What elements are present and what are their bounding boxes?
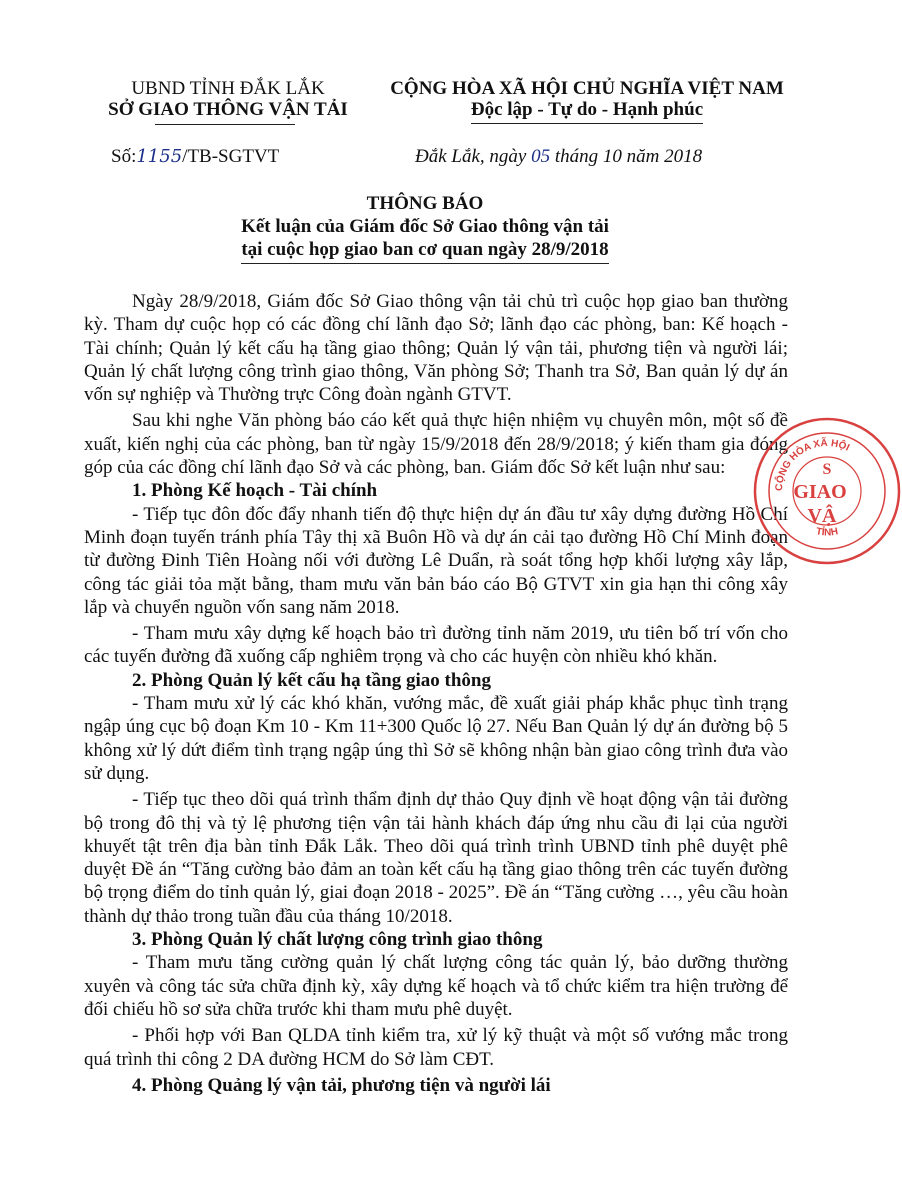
paragraph-item: - Phối hợp với Ban QLDA tỉnh kiểm tra, xử lý kỹ thuật và một số vướng mắc trong quá trình thi công 2 DA đường HCM do Sở làm CĐT. — [84, 1025, 788, 1070]
document-date — [415, 146, 702, 168]
date-day: 05 — [531, 146, 551, 167]
section-heading-2: 2. Phòng Quản lý kết cấu hạ tầng giao thông — [132, 669, 491, 691]
stamp-center-line-2: GIAO — [793, 481, 847, 503]
document-number-suffix: /TB-SGTVT — [182, 146, 280, 167]
title-line-1: THÔNG BÁO — [366, 193, 484, 214]
title-line-2: Kết luận của Giám đốc Sở Giao thông vận tải — [241, 216, 609, 237]
date-suffix: tháng 10 năm 2018 — [550, 146, 703, 167]
paragraph-intro: Ngày 28/9/2018, Giám đốc Sở Giao thông vận tải chủ trì cuộc họp giao ban thường kỳ. Tham dự cuộc họp có các đồng chí lãnh đạo Sở; lãnh đạo các phòng, ban: Kế hoạch - Tài chính; Quản lý kết cấu hạ tầng giao thông; Quản lý vận tải, phương tiện và người lái; Quản lý chất lượng công trình giao thông, Văn phòng Sở; Thanh tra Sở, Ban quản lý dự án vốn sự nghiệp và Thường trực Công đoàn ngành GTVT. — [84, 291, 788, 406]
paragraph-item: - Tham mưu tăng cường quản lý chất lượng công tác quản lý, bảo dưỡng thường xuyên và công tác sửa chữa định kỳ, xây dựng kế hoạch và tổ chức kiểm tra hiện trường để đối chiếu hồ sơ sửa chữa trước khi tham mưu phê duyệt. — [84, 952, 788, 1020]
paragraph-item: - Tham mưu xây dựng kế hoạch bảo trì đường tỉnh năm 2019, ưu tiên bố trí vốn cho các tuyến đường đã xuống cấp nghiêm trọng và cho các huyện còn nhiều khó khăn. — [84, 623, 788, 668]
nation-line-2: Độc lập - Tự do - Hạnh phúc — [471, 99, 703, 124]
document-number-prefix: Số: — [111, 146, 137, 167]
paragraph-item: - Tham mưu xử lý các khó khăn, vướng mắc, đề xuất giải pháp khắc phục tình trạng ngập úng cục bộ đoạn Km 10 - Km 11+300 Quốc lộ 27. Nếu Ban Quản lý dự án đường bộ 5 không xử lý dứt điểm tình trạng ngập úng thì Sở sẽ không nhận bàn giao công trình đưa vào sử dụng. — [84, 693, 788, 784]
document-number-value: 1155 — [136, 146, 183, 167]
org-underline — [155, 124, 295, 125]
national-motto — [352, 78, 822, 124]
stamp-center-line-3: VẬ — [807, 505, 837, 527]
document-title — [0, 192, 850, 264]
stamp-ring-text: CỘNG HÒA XÃ HỘI — [773, 437, 852, 492]
stamp-bottom-text: TỈNH — [814, 526, 840, 539]
document-number — [111, 146, 279, 168]
title-line-3: tại cuộc họp giao ban cơ quan ngày 28/9/2018 — [241, 238, 608, 264]
document-body — [84, 290, 788, 1097]
paragraph-item: - Tiếp tục đôn đốc đẩy nhanh tiến độ thực hiện dự án đầu tư xây dựng đường Hồ Chí Minh đoạn tuyến tránh phía Tây thị xã Buôn Hồ và dự án cải tạo đường Hồ Chí Minh đoạn từ đường Đinh Tiên Hoàng nối với đường Lê Duẩn, rà soát tổng hợp khối lượng xây lắp, công tác giải tỏa mặt bằng, tham mưu văn bản báo cáo Bộ GTVT xin gia hạn thi công xây lắp và chuyển nguồn vốn sang năm 2018. — [84, 503, 788, 618]
svg-text:TỈNH — [815, 525, 839, 538]
org-line-1: UBND TỈNH ĐẮK LẮK — [131, 78, 325, 99]
nation-line-1: CỘNG HÒA XÃ HỘI CHỦ NGHĨA VIỆT NAM — [390, 78, 784, 99]
section-heading-4: 4. Phòng Quảng lý vận tải, phương tiện và người lái — [132, 1074, 551, 1096]
org-line-2: SỞ GIAO THÔNG VẬN TẢI — [108, 99, 348, 120]
date-prefix: Đắk Lắk, ngày — [415, 146, 532, 167]
section-heading-3: 3. Phòng Quản lý chất lượng công trình giao thông — [132, 929, 543, 951]
official-seal-stamp — [752, 416, 902, 566]
paragraph-item: - Tiếp tục theo dõi quá trình thẩm định dự thảo Quy định về hoạt động vận tải đường bộ trong đô thị và tỷ lệ phương tiện vận tải hành khách đáp ứng nhu cầu đi lại của người khuyết tật trên địa bàn tỉnh Đắk Lắk. Theo dõi quá trình trình UBND tỉnh phê duyệt phê duyệt Đề án “Tăng cường bảo đảm an toàn kết cấu hạ tầng giao thông trên các tuyến đường bộ trọng điểm do tỉnh quản lý, giai đoạn 2018 - 2025”. Đề án “Tăng cường …, yêu cầu hoàn thành dự thảo trong tuần đầu của tháng 10/2018. — [84, 789, 788, 927]
stamp-center-line-1: S — [822, 461, 832, 478]
issuing-organization — [88, 78, 368, 120]
section-heading-1: 1. Phòng Kế hoạch - Tài chính — [132, 480, 378, 502]
paragraph-summary: Sau khi nghe Văn phòng báo cáo kết quả thực hiện nhiệm vụ chuyên môn, một số đề xuất, kiến nghị của các phòng, ban từ ngày 15/9/2018 đến 28/9/2018; ý kiến tham gia đóng góp của các đồng chí lãnh đạo Sở và các phòng, ban. Giám đốc Sở kết luận như sau: — [84, 410, 788, 479]
